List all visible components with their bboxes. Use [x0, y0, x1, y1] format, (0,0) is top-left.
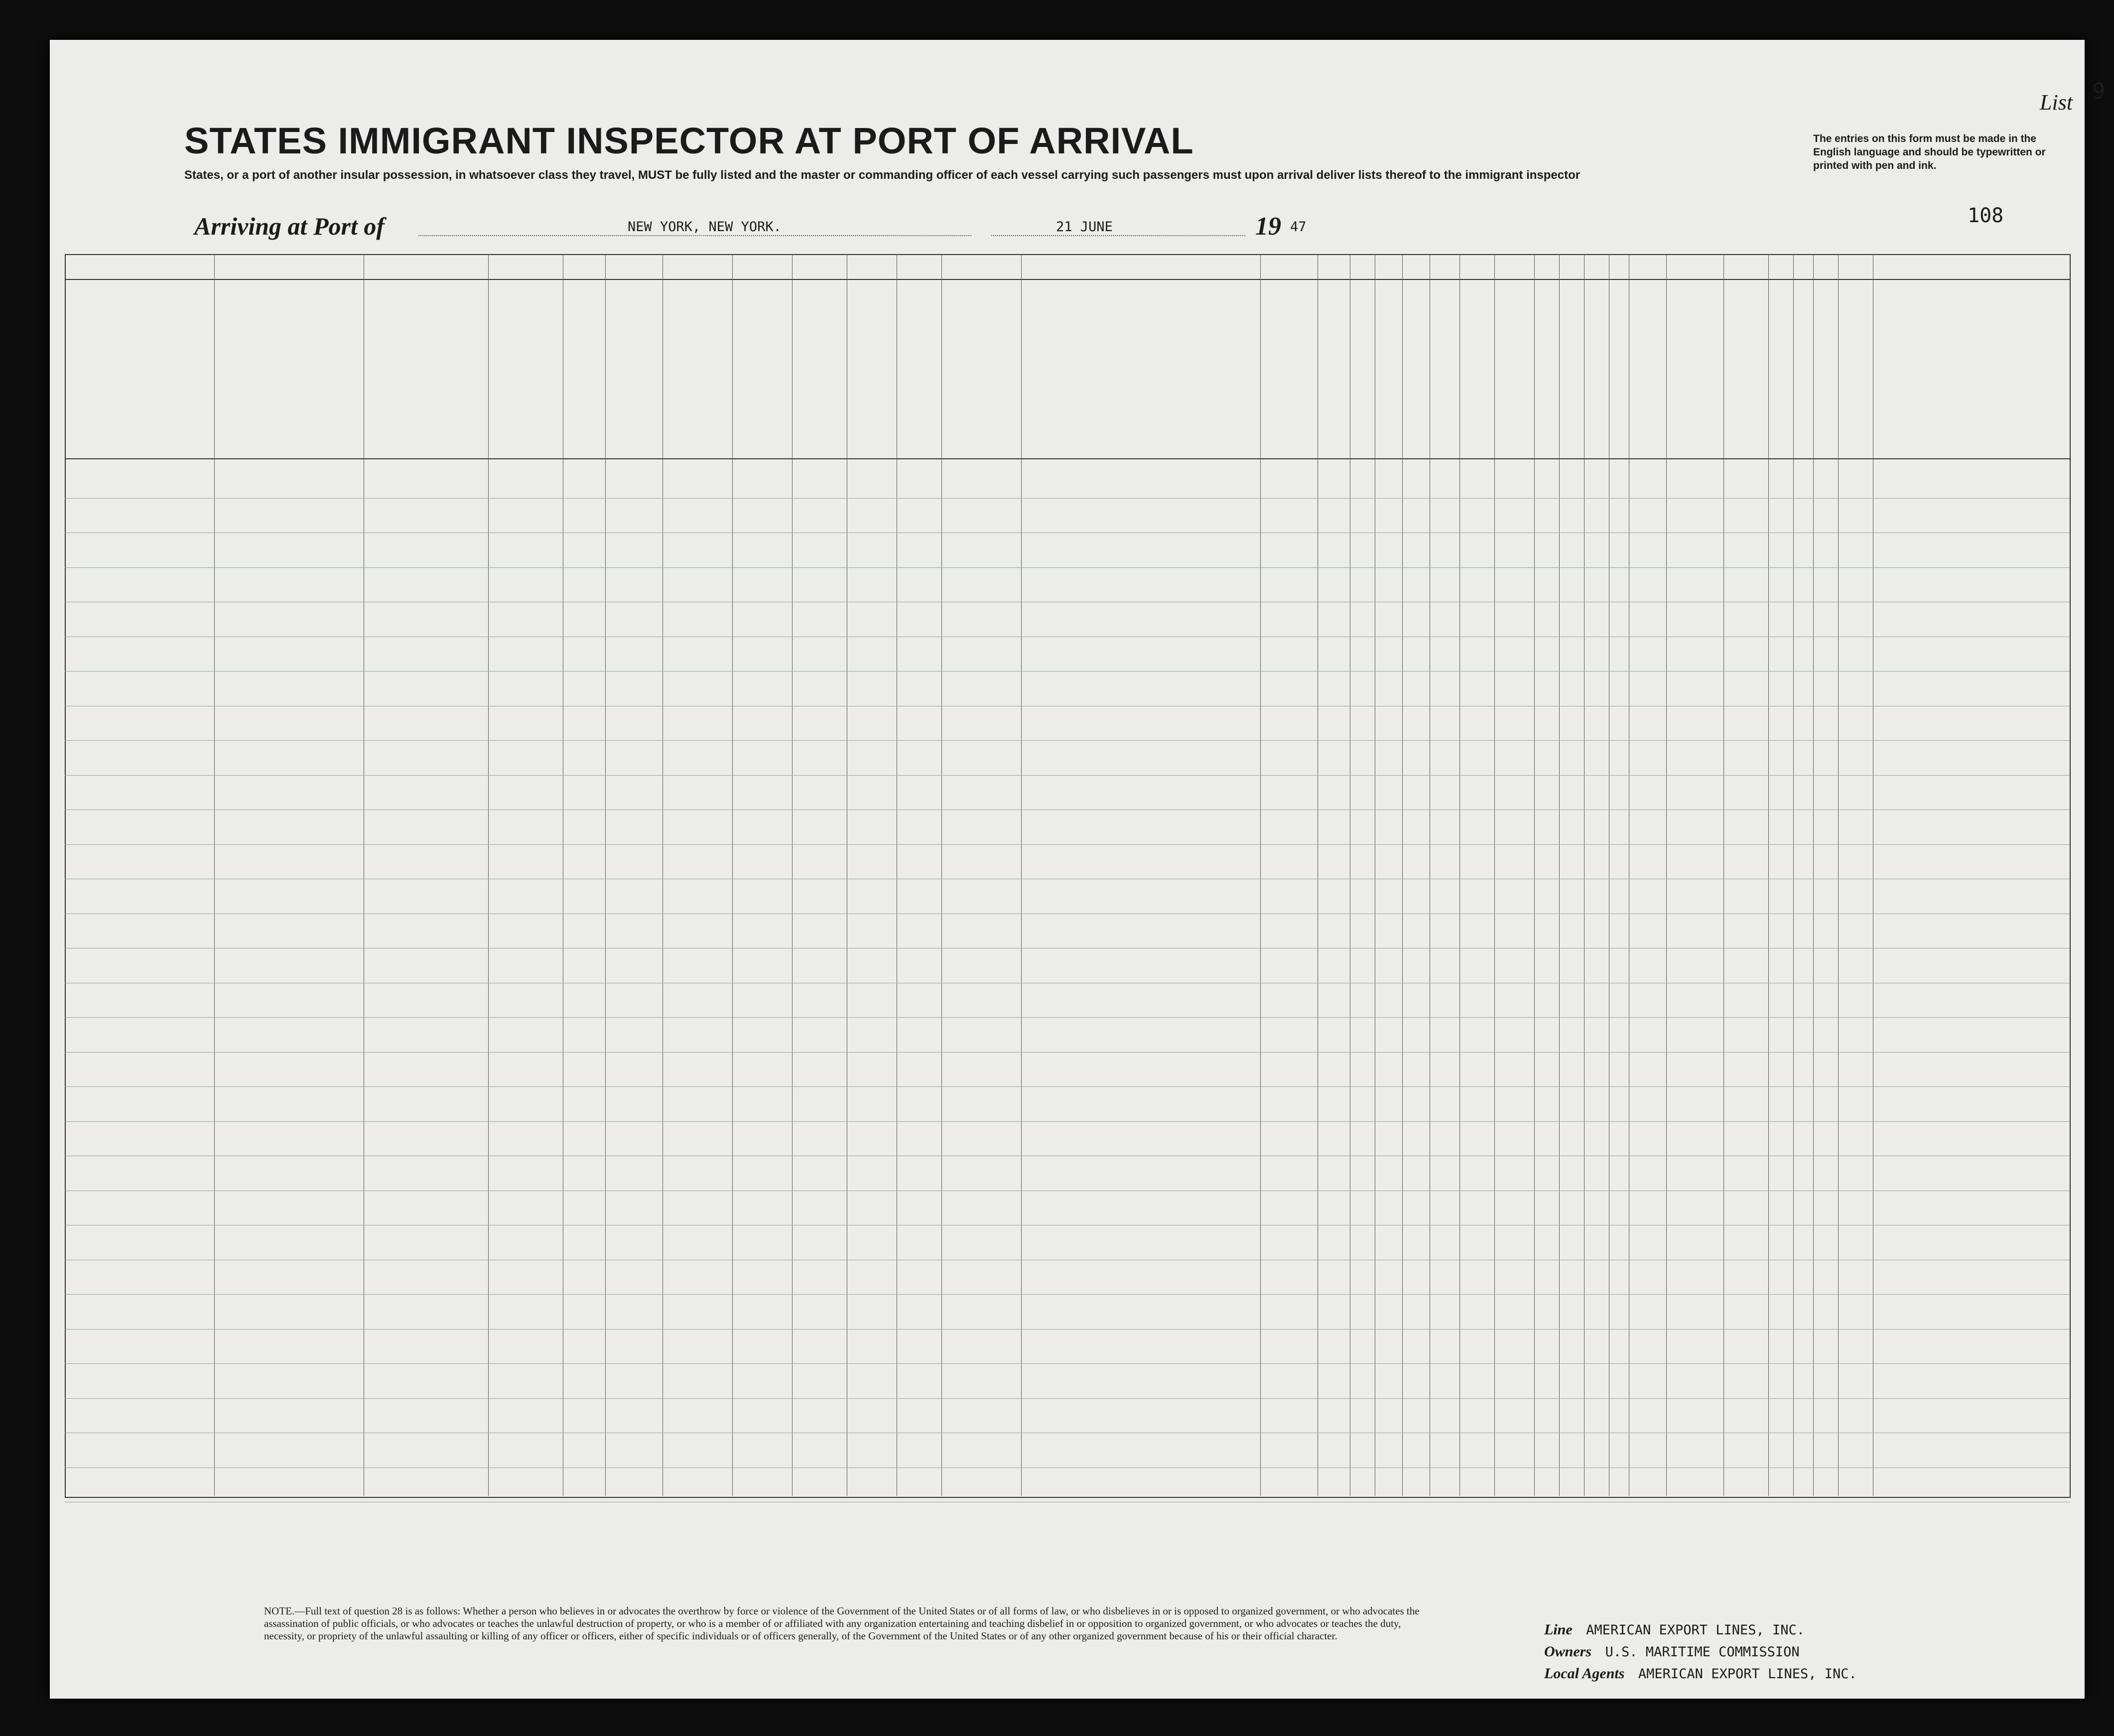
arriving-label: Arriving at Port of [194, 212, 385, 240]
column-rule [1260, 254, 1261, 1496]
column-rule [1459, 254, 1460, 1496]
column-rule [214, 254, 215, 1496]
row-rule [65, 775, 2070, 776]
owners-value: U.S. MARITIME COMMISSION [1605, 1644, 1800, 1660]
column-rule [605, 254, 606, 1496]
row-rule [65, 1398, 2070, 1399]
column-rule [1494, 254, 1495, 1496]
form-notice: The entries on this form must be made in the English language and should be typewritten or printed with pen and ink. [1813, 133, 2046, 171]
year-value: 47 [1290, 219, 1307, 235]
column-rule [662, 254, 663, 1496]
owners-label: Owners [1544, 1643, 1592, 1660]
year-prefix: 19 [1255, 212, 1281, 241]
column-rule [1559, 254, 1560, 1496]
column-rule [792, 254, 793, 1496]
line-label: Line [1544, 1621, 1573, 1638]
header-top-rule [65, 279, 2070, 280]
footnote: NOTE.—Full text of question 28 is as follows: Whether a person who believes in or advocates the overthrow by force or violence of the Government of the United States or of all forms of law, or who disbelieves in or is opposed to organized government, or who advocates the assassination of public officials, or who advocates or teaches the unlawful destruction of property, or who is a member of or affiliated with any organization entertaining and teaching disbelief in or opposition to organized government, or who advocates or teaches the duty, necessity, or propriety of the unlawful assaulting or killing of any officer or officers, either of specific individuals or of officers generally, of the Government of the United States or of any other organized government because of his or their official character. [264, 1605, 1420, 1642]
row-rule [65, 498, 2070, 499]
date-underline [991, 235, 1245, 236]
line-value: AMERICAN EXPORT LINES, INC. [1586, 1622, 1805, 1638]
row-rule [65, 1121, 2070, 1122]
row-rule [65, 844, 2070, 845]
row-rule [65, 809, 2070, 810]
column-rule [1838, 254, 1839, 1496]
column-rule [732, 254, 733, 1496]
page-subtitle: States, or a port of another insular possession, in whatsoever class they travel, MUST be fully listed and the master or commanding officer of each vessel carrying such passengers must upon arrival deliver lists thereof to the immigrant inspector [184, 168, 1581, 182]
column-rule [1723, 254, 1724, 1496]
row-rule [65, 1017, 2070, 1018]
column-rule [1402, 254, 1403, 1496]
row-rule [65, 1363, 2070, 1364]
column-rule [1666, 254, 1667, 1496]
agents-value: AMERICAN EXPORT LINES, INC. [1638, 1666, 1857, 1682]
column-rule [488, 254, 489, 1496]
date-value: 21 JUNE [1056, 219, 1113, 235]
list-number: 9 [2092, 79, 2106, 104]
column-rule [1793, 254, 1794, 1496]
port-value: NEW YORK, NEW YORK. [628, 219, 782, 235]
table-border [65, 254, 2071, 1498]
manifest-sheet [50, 40, 2106, 1699]
page-title: STATES IMMIGRANT INSPECTOR AT PORT OF ARRIVAL [184, 120, 1194, 161]
row-rule [65, 567, 2070, 568]
column-rule [1534, 254, 1535, 1496]
row-rule [65, 1329, 2070, 1330]
header-bottom-rule [65, 458, 2070, 459]
port-underline [418, 235, 971, 236]
row-rule [65, 1052, 2070, 1053]
column-rule [1768, 254, 1769, 1496]
column-rule [1813, 254, 1814, 1496]
manifest-table [65, 254, 2070, 1497]
line-info [1544, 1619, 1857, 1685]
column-rule [941, 254, 942, 1496]
column-rule [1584, 254, 1585, 1496]
agents-label: Local Agents [1544, 1665, 1625, 1682]
row-rule [65, 1086, 2070, 1087]
row-rule [65, 1294, 2070, 1295]
row-rule [65, 740, 2070, 741]
column-rule [1021, 254, 1022, 1496]
list-label: List [2040, 90, 2073, 115]
page-number: 108 [1968, 204, 2004, 227]
